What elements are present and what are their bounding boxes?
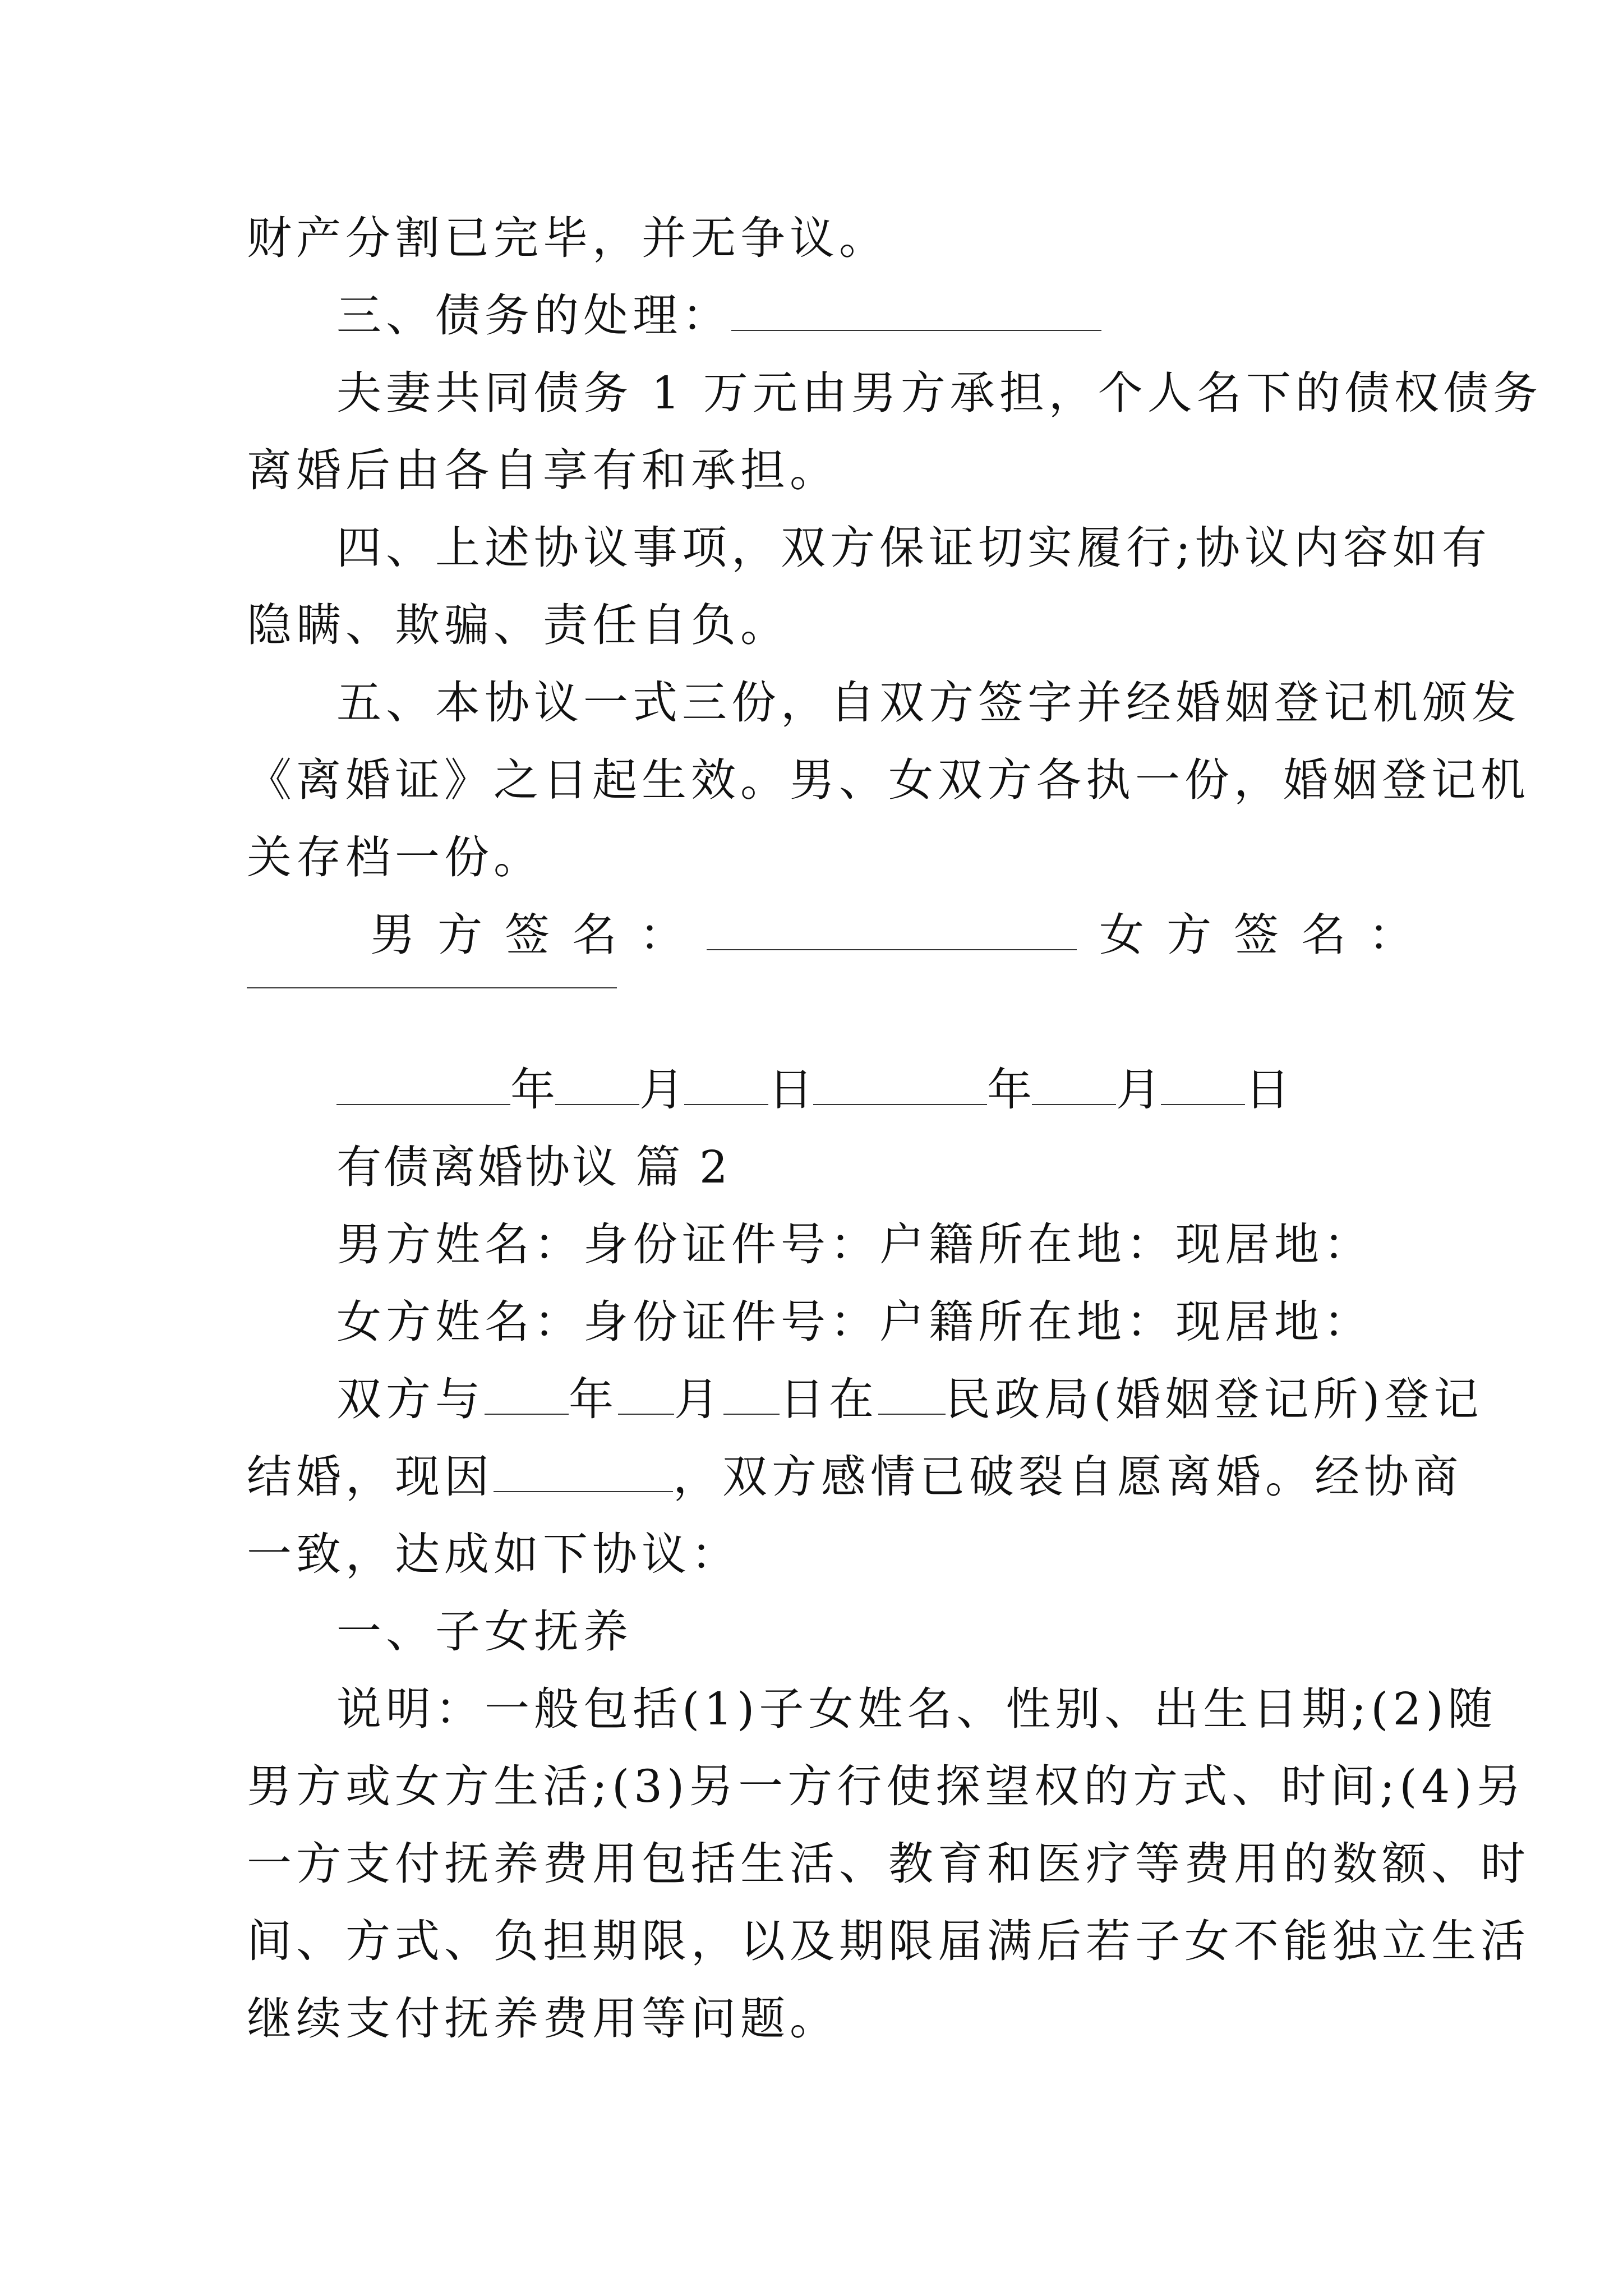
- month-blank: [1032, 1061, 1116, 1105]
- female-signature-label: 女方签名：: [1099, 909, 1436, 961]
- reason-line: [247, 1446, 1463, 1508]
- day-blank: [1161, 1061, 1245, 1105]
- fill-blank: [731, 287, 1101, 331]
- marriage-date-line: [336, 1369, 1483, 1430]
- day-blank: [684, 1061, 768, 1105]
- text-line: 一致，达成如下协议：: [247, 1528, 740, 1580]
- section-title: 有债离婚协议 篇 2: [336, 1141, 730, 1193]
- text-line: 继续支付抚养费用等问题。: [247, 1993, 839, 2045]
- text-fragment: 月: [674, 1373, 723, 1425]
- text-line: 关存档一份。: [247, 831, 543, 884]
- text-fragment: 结婚，现因: [247, 1451, 494, 1503]
- text-line: 离婚后由各自享有和承担。: [247, 444, 839, 496]
- fill-blank: [485, 1371, 569, 1415]
- text-line: 四、上述协议事项，双方保证切实履行;协议内容如有: [336, 522, 1491, 574]
- month-label: 月: [639, 1064, 684, 1116]
- text-line: 夫妻共同债务 1 万元由男方承担，个人名下的债权债务: [336, 367, 1542, 419]
- section-heading-debt: [336, 285, 1391, 347]
- fill-blank: [618, 1371, 674, 1415]
- text-line: 一方支付抚养费用包括生活、教育和医疗等费用的数额、时: [247, 1838, 1530, 1890]
- text-line: 隐瞒、欺骗、责任自负。: [247, 599, 790, 651]
- text-line: 五、本协议一式三份，自双方签字并经婚姻登记机颁发: [336, 677, 1521, 729]
- fill-blank: [723, 1371, 780, 1415]
- year-blank: [336, 1061, 510, 1105]
- text-line: 财产分割已完毕，并无争议。: [247, 212, 888, 264]
- text-line: 《离婚证》之日起生效。男、女双方各执一份，婚姻登记机: [247, 754, 1530, 806]
- year-blank: [813, 1061, 987, 1105]
- text-line: 男方或女方生活;(3)另一方行使探望权的方式、时间;(4)另: [247, 1760, 1526, 1812]
- month-blank: [555, 1061, 639, 1105]
- month-label: 月: [1116, 1064, 1161, 1116]
- section-heading-child: 一、子女抚养: [336, 1605, 633, 1658]
- year-label: 年: [510, 1064, 555, 1116]
- text-line: 间、方式、负担期限，以及期限届满后若子女不能独立生活: [247, 1915, 1530, 1967]
- signature-row: [370, 904, 1436, 966]
- text-line: 男方姓名：身份证件号：户籍所在地：现居地：: [336, 1218, 1373, 1271]
- day-label: 日: [1245, 1064, 1290, 1116]
- year-label: 年: [987, 1064, 1032, 1116]
- male-signature-label: 男方签名：: [370, 909, 707, 961]
- day-label: 日: [768, 1064, 813, 1116]
- text-fragment: 双方与: [336, 1373, 485, 1425]
- fill-blank: [494, 1448, 673, 1492]
- text-fragment: 民政局(婚姻登记所)登记: [946, 1373, 1483, 1425]
- heading-text: 三、债务的处理：: [336, 289, 731, 342]
- female-signature-blank: [247, 987, 617, 988]
- fill-blank: [878, 1371, 946, 1415]
- male-signature-blank: [707, 907, 1077, 950]
- date-row: [336, 1059, 1324, 1121]
- text-fragment: 日在: [780, 1373, 878, 1425]
- text-line: 说明：一般包括(1)子女姓名、性别、出生日期;(2)随: [336, 1683, 1497, 1735]
- text-line: 女方姓名：身份证件号：户籍所在地：现居地：: [336, 1296, 1373, 1348]
- text-fragment: 年: [569, 1373, 618, 1425]
- text-fragment: ，双方感情已破裂自愿离婚。经协商: [673, 1451, 1463, 1503]
